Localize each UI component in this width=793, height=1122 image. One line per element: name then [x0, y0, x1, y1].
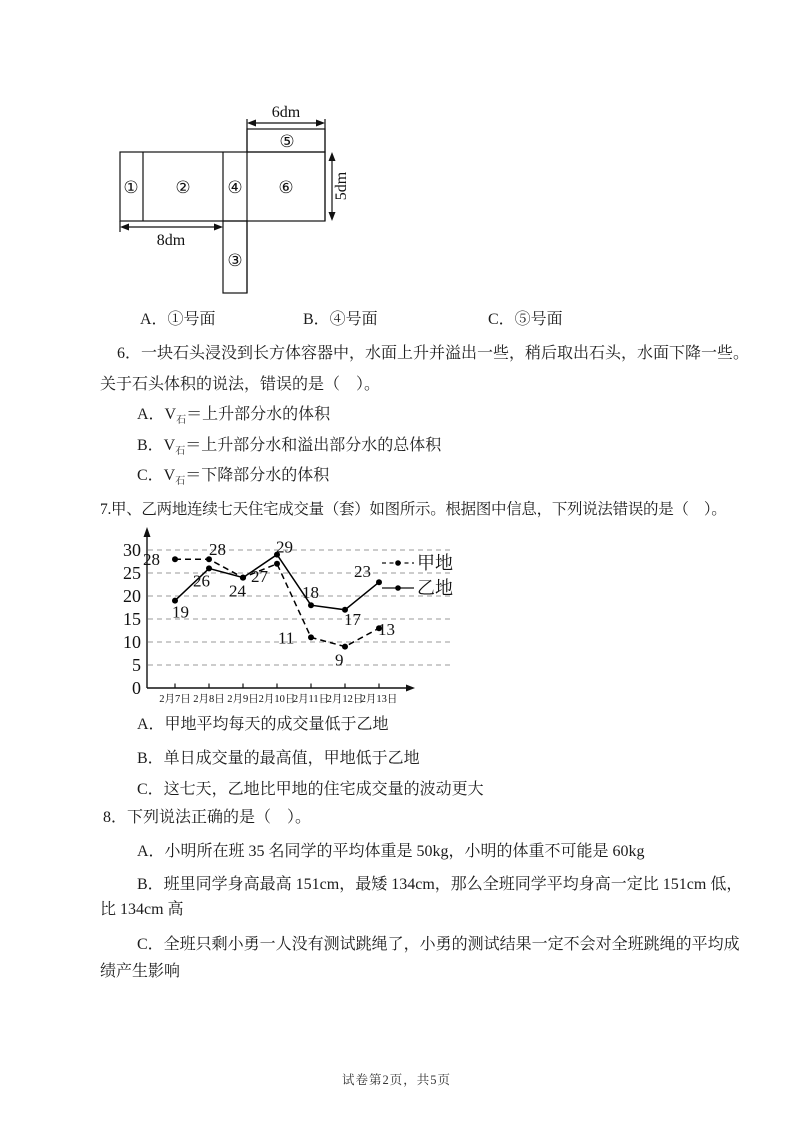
data-label: 11	[278, 628, 295, 648]
y-tick-label: 30	[123, 540, 141, 560]
arrowhead-icon	[247, 120, 256, 127]
net-face1-label: ①	[123, 178, 139, 197]
q6-option-c	[137, 466, 329, 492]
q6-option-b-prefix: B．V	[137, 437, 176, 454]
q5-option-a: A．①号面	[140, 311, 216, 328]
page-footer: 试卷第2页，共5页	[341, 1073, 451, 1087]
arrowhead-icon	[316, 120, 325, 127]
data-label: 28	[143, 550, 160, 570]
y-tick-label: 0	[132, 678, 141, 698]
q8-stem: 8．下列说法正确的是（ ）。	[103, 809, 312, 826]
net-face5-label: ⑤	[279, 132, 295, 151]
data-point	[376, 579, 382, 585]
x-tick-label: 2月12日	[326, 694, 364, 705]
q6-stem-line1: 6．一块石头浸没到长方体容器中，水面上升并溢出一些，稍后取出石头，水面下降一些。	[117, 345, 750, 362]
q7-option-b: B．单日成交量的最高值，甲地低于乙地	[137, 750, 420, 767]
data-label: 23	[354, 562, 371, 582]
data-label: 19	[172, 602, 189, 622]
v-subscript: 石	[175, 476, 186, 487]
q7-option-a: A．甲地平均每天的成交量低于乙地	[137, 716, 389, 733]
x-tick-label: 2月11日	[292, 694, 330, 705]
q7-option-c: C．这七天，乙地比甲地的住宅成交量的波动更大	[137, 781, 484, 798]
q6-option-a-text: ＝上升部分水的体积	[186, 406, 331, 423]
dim-label-6dm: 6dm	[271, 105, 301, 121]
net-face2-label: ②	[175, 178, 191, 197]
q8-option-c-line1: C．全班只剩小勇一人没有测试跳绳了，小勇的测试结果一定不会对全班跳绳的平均成	[137, 936, 740, 953]
v-subscript: 石	[176, 415, 187, 426]
q8-option-b-line2: 比 134cm 高	[100, 901, 184, 918]
box-net-figure	[100, 105, 362, 305]
q6-option-b-text: ＝上升部分水和溢出部分水的总体积	[185, 437, 442, 454]
legend-dot	[395, 560, 401, 566]
arrowhead-icon	[120, 224, 129, 231]
q6-option-c-prefix: C．V	[137, 467, 176, 484]
legend-label-乙地: 乙地	[417, 578, 453, 598]
q8-option-a: A．小明所在班 35 名同学的平均体重是 50kg，小明的体重不可能是 60kg	[137, 843, 645, 860]
data-label: 13	[378, 620, 395, 640]
x-axis-arrow-icon	[406, 685, 415, 692]
legend-dot	[395, 585, 401, 591]
data-point	[240, 575, 246, 581]
y-tick-label: 10	[123, 632, 141, 652]
data-point	[172, 556, 178, 562]
x-tick-label: 2月7日	[159, 694, 191, 705]
dim-label-8dm: 8dm	[156, 232, 186, 249]
data-label: 17	[344, 609, 361, 629]
data-label: 18	[302, 583, 319, 603]
x-tick-label: 2月10日	[258, 694, 296, 705]
q8-option-c-line2: 绩产生影响	[100, 963, 181, 980]
x-tick-label: 2月8日	[193, 694, 225, 705]
housing-transactions-line-chart	[95, 523, 467, 715]
q6-stem-line2: 关于石头体积的说法，错误的是（ ）。	[100, 376, 381, 393]
arrowhead-icon	[329, 152, 336, 161]
x-tick-label: 2月9日	[227, 694, 259, 705]
q6-option-b	[137, 436, 441, 462]
q7-stem: 7.甲、乙两地连续七天住宅成交量（套）如图所示。根据图中信息，下列说法错误的是（ ）。	[100, 501, 727, 518]
x-tick-label: 2月13日	[360, 694, 398, 705]
net-face3-label: ③	[227, 251, 243, 270]
q8-option-b-line1: B．班里同学身高最高 151cm，最矮 134cm，那么全班同学平均身高一定比 151cm 低，	[137, 876, 743, 893]
data-point	[342, 644, 348, 650]
net-face4-label: ④	[227, 178, 243, 197]
net-face6-label: ⑥	[278, 178, 294, 197]
arrowhead-icon	[329, 212, 336, 221]
q5-option-b: B．④号面	[303, 311, 378, 328]
dim-label-5dm: 5dm	[333, 171, 350, 201]
y-tick-label: 5	[132, 655, 141, 675]
y-tick-label: 20	[123, 586, 141, 606]
y-tick-label: 15	[123, 609, 141, 629]
arrowhead-icon	[214, 224, 223, 231]
q6-option-c-text: ＝下降部分水的体积	[185, 467, 330, 484]
q6-option-a	[137, 405, 330, 431]
data-label: 27	[251, 566, 268, 586]
data-point	[274, 561, 280, 567]
data-label: 29	[276, 537, 293, 557]
legend-label-甲地: 甲地	[417, 553, 453, 573]
data-label: 24	[229, 581, 246, 601]
data-point	[308, 602, 314, 608]
q6-option-a-prefix: A．V	[137, 406, 177, 423]
y-axis-arrow-icon	[144, 527, 151, 537]
data-point	[308, 634, 314, 640]
data-label: 28	[209, 540, 226, 560]
y-tick-label: 25	[123, 563, 141, 583]
data-label: 26	[193, 571, 210, 591]
q5-option-c: C．⑤号面	[488, 311, 563, 328]
data-label: 9	[335, 650, 344, 670]
v-subscript: 石	[175, 446, 186, 457]
